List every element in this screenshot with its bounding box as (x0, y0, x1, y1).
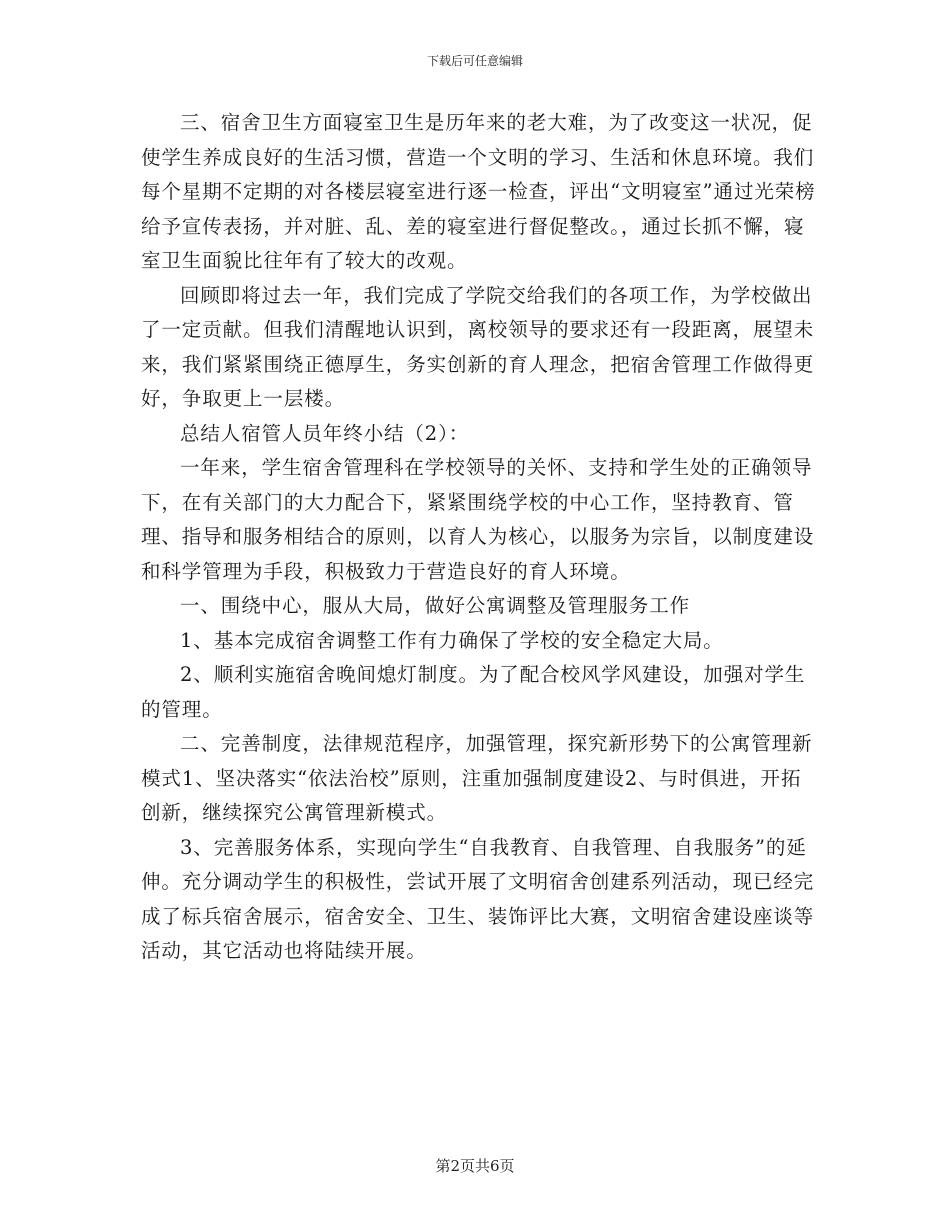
paragraph-overview: 一年来，学生宿舍管理科在学校领导的关怀、支持和学生处的正确领导下，在有关部门的大力配合下，紧紧围绕学校的中心工作，坚持教育、管理、指导和服务相结合的原则，以育人为核心，以服务为宗旨，以制度建设和科学管理为手段，积极致力于营造良好的育人环境。 (141, 456, 815, 583)
paragraph-section-two: 二、完善制度，法律规范程序，加强管理，探究新形势下的公寓管理新模式1、坚决落实“依法治校”原则，注重加强制度建设2、与时俱进，开拓创新，继续探究公寓管理新模式。 (141, 732, 813, 824)
paragraph-review: 回顾即将过去一年，我们完成了学院交给我们的各项工作，为学校做出了一定贡献。但我们清醒地认识到，离校领导的要求还有一段距离，展望未来，我们紧紧围绕正德厚生，务实创新的育人理念，把宿舍管理工作做得更好，争取更上一层楼。 (141, 283, 815, 410)
paragraph-dormitory-hygiene: 三、宿舍卫生方面寝室卫生是历年来的老大难，为了改变这一状况，促使学生养成良好的生活习惯，营造一个文明的学习、生活和休息环境。我们每个星期不定期的对各楼层寝室进行逐一检查，评出“文明寝室”通过光荣榜给予宣传表扬，并对脏、乱、差的寝室进行督促整改。，通过长抓不懈，寝室卫生面貌比往年有了较大的改观。 (141, 111, 816, 272)
paragraph-item-3: 3、完善服务体系，实现向学生“自我教育、自我管理、自我服务”的延伸。充分调动学生的积极性，尝试开展了文明宿舍创建系列活动，现已经完成了标兵宿舍展示，宿舍安全、卫生、装饰评比大赛，文明宿舍建设座谈等活动，其它活动也将陆续开展。 (141, 835, 815, 962)
paragraph-item-1: 1、基本完成宿舍调整工作有力确保了学校的安全稳定大局。 (180, 628, 724, 652)
page-number: 第2页共6页 (435, 1157, 515, 1175)
document-body (141, 106, 821, 969)
paragraph-item-2: 2、顺利实施宿舍晚间熄灯制度。为了配合校风学风建设，加强对学生的管理。 (141, 663, 806, 721)
paragraph-section-one-heading: 一、围绕中心，服从大局，做好公寓调整及管理服务工作 (180, 594, 691, 617)
page-header-note: 下载后可任意编辑 (426, 54, 523, 68)
paragraph-summary-title: 总结人宿管人员年终小结（2）： (180, 421, 470, 445)
